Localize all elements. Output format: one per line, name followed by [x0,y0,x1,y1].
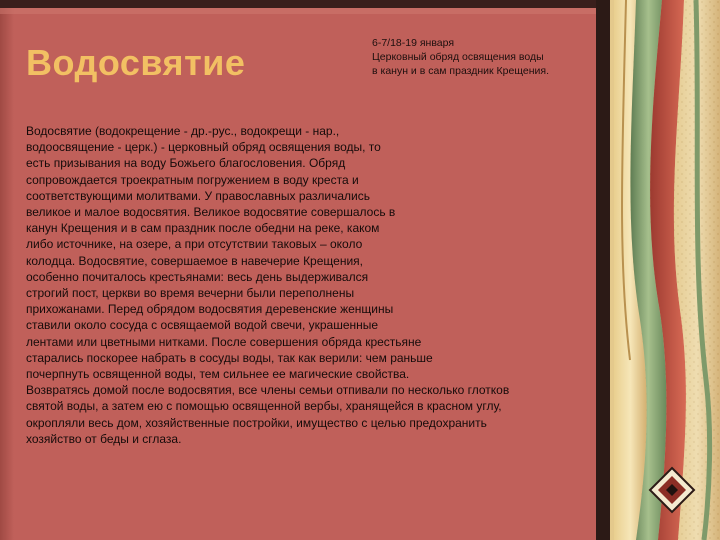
left-shadow-decor [0,0,14,540]
body-line: водоосвящение - церк.) - церковный обряд освящения воды, то [26,140,381,155]
decorative-ornament-panel [596,0,720,540]
body-text [26,123,596,447]
body-line: Водосвятие (водокрещение - др.-рус., водокрещи - нар., [26,124,340,138]
subtitle-line: Церковный обряд освящения воды [372,51,544,63]
body-line: особенно почиталось крестьянами: весь день выдерживался [26,269,369,284]
subtitle-line: 6-7/18-19 января [372,37,455,49]
body-line: великое и малое водосвятия. Великое водосвятие совершалось в [26,205,396,220]
body-line: либо источнике, на озере, а при отсутствии таковых – около [26,237,363,252]
body-line: ставили около сосуда с освящаемой водой свечи, украшенные [26,318,379,333]
body-line: Возвратясь домой после водосвятия, все члены семьи отпивали по несколько глотков [26,383,510,398]
body-line: колодца. Водосвятие, совершаемое в навечерие Крещения, [26,253,363,268]
body-line: старались поскорее набрать в сосуды воды, так как верили: чем раньше [26,350,433,365]
slide-title: Водосвятие [26,42,246,83]
body-line: прихожанами. Перед обрядом водосвятия деревенские женщины [26,302,394,317]
body-line: соответствующими молитвами. У православных различались [26,188,370,203]
body-line: святой воды, а затем ею с помощью освященной вербы, хранящейся в красном углу, [26,399,502,414]
slide-subtitle [372,36,594,78]
body-line: строгий пост, церкви во время вечерни были переполнены [26,286,355,301]
body-line: лентами или цветными нитками. После совершения обряда крестьяне [26,334,422,349]
body-line: канун Крещения и в сам праздник после обедни на реке, каком [26,221,380,236]
body-line: есть призывания на воду Божьего благословения. Обряд [26,156,346,171]
body-line: окропляли весь дом, хозяйственные постройки, имущество с целью предохранить [26,415,487,430]
top-border-decor [0,0,610,8]
top-border-highlight [0,8,610,14]
body-line: почерпнуть освященной воды, тем сильнее ее магические свойства. [26,367,410,382]
subtitle-line: в канун и в сам праздник Крещения. [372,65,549,77]
body-line: сопровождается троекратным погружением в воду креста и [26,172,359,187]
body-line: хозяйство от беды и сглаза. [26,431,182,446]
